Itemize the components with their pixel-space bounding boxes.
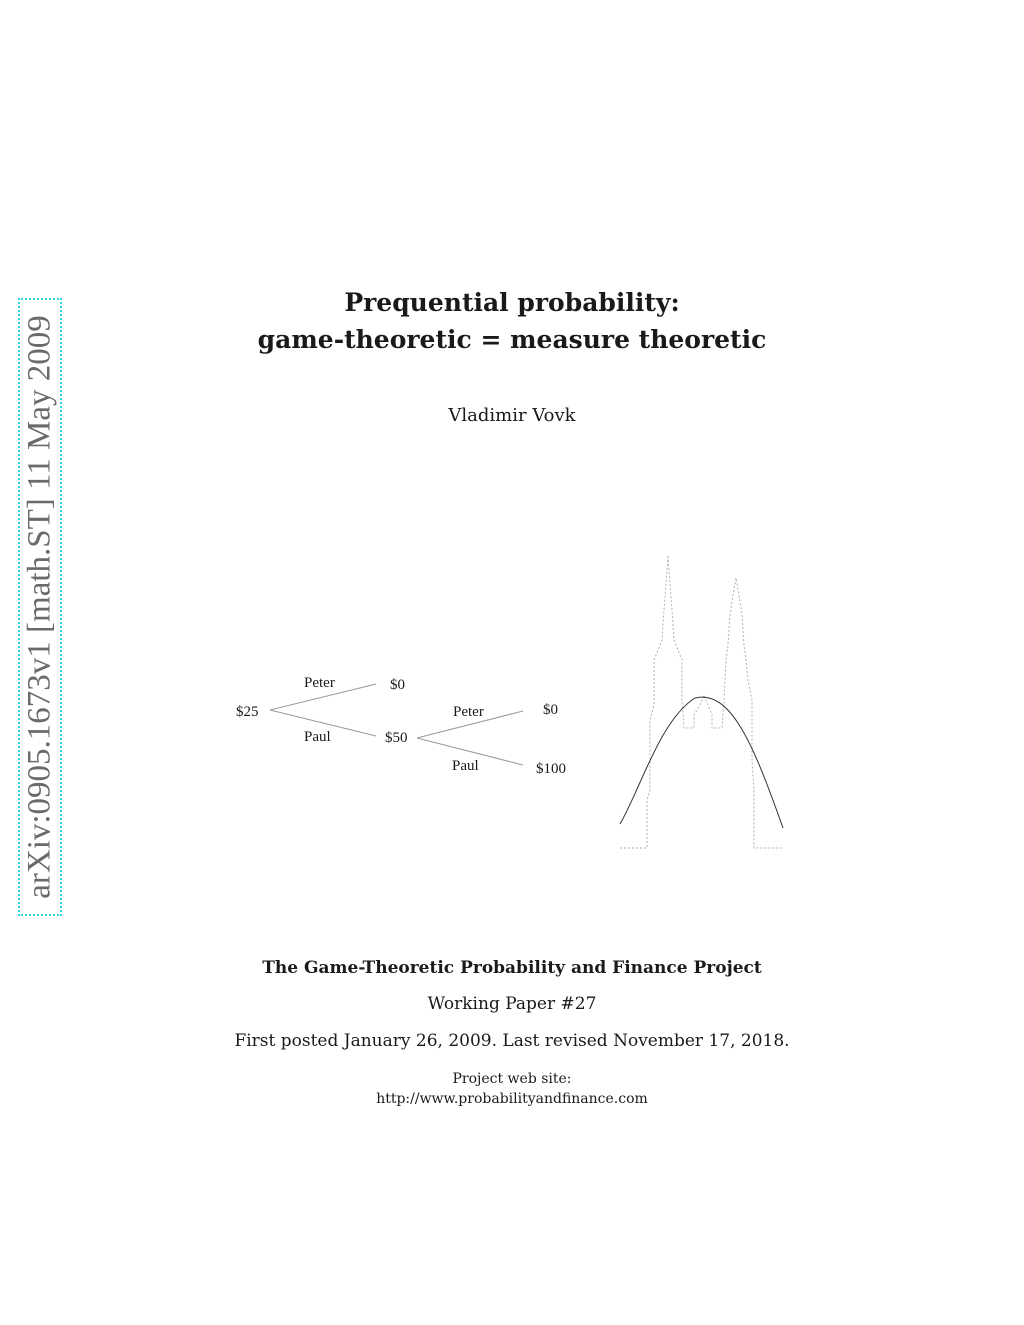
tree-l2-lower-value: $100: [536, 761, 566, 777]
tree-l2-upper-value: $0: [543, 702, 558, 718]
tree-l1-lower-branch: Paul: [304, 729, 331, 745]
website-link[interactable]: http://www.probabilityandfinance.com: [376, 1091, 648, 1107]
author: Vladimir Vovk: [448, 405, 576, 426]
tree-root-value: $25: [236, 704, 259, 720]
cathedral-illustration: [620, 555, 783, 848]
project-name: The Game-Theoretic Probability and Finance Project: [262, 958, 762, 978]
tree-l1-upper-branch: Peter: [304, 675, 335, 691]
tree-l2-lower-branch: Paul: [452, 758, 479, 774]
title-line-2: game-theoretic = measure theoretic: [257, 325, 767, 354]
website-label: Project web site:: [452, 1071, 572, 1087]
cathedral-outline: [620, 555, 782, 848]
working-paper-number: Working Paper #27: [427, 994, 597, 1014]
title-line-1: Prequential probability:: [344, 288, 680, 317]
bell-curve: [620, 697, 783, 828]
tree-l2-upper-branch: Peter: [453, 704, 484, 720]
arxiv-identifier: arXiv:0905.1673v1 [math.ST] 11 May 2009: [21, 315, 58, 899]
betting-tree: [236, 675, 566, 777]
posting-dates: First posted January 26, 2009. Last revised November 17, 2018.: [234, 1031, 790, 1051]
tree-l1-upper-value: $0: [390, 677, 405, 693]
tree-l1-lower-value: $50: [385, 730, 408, 746]
